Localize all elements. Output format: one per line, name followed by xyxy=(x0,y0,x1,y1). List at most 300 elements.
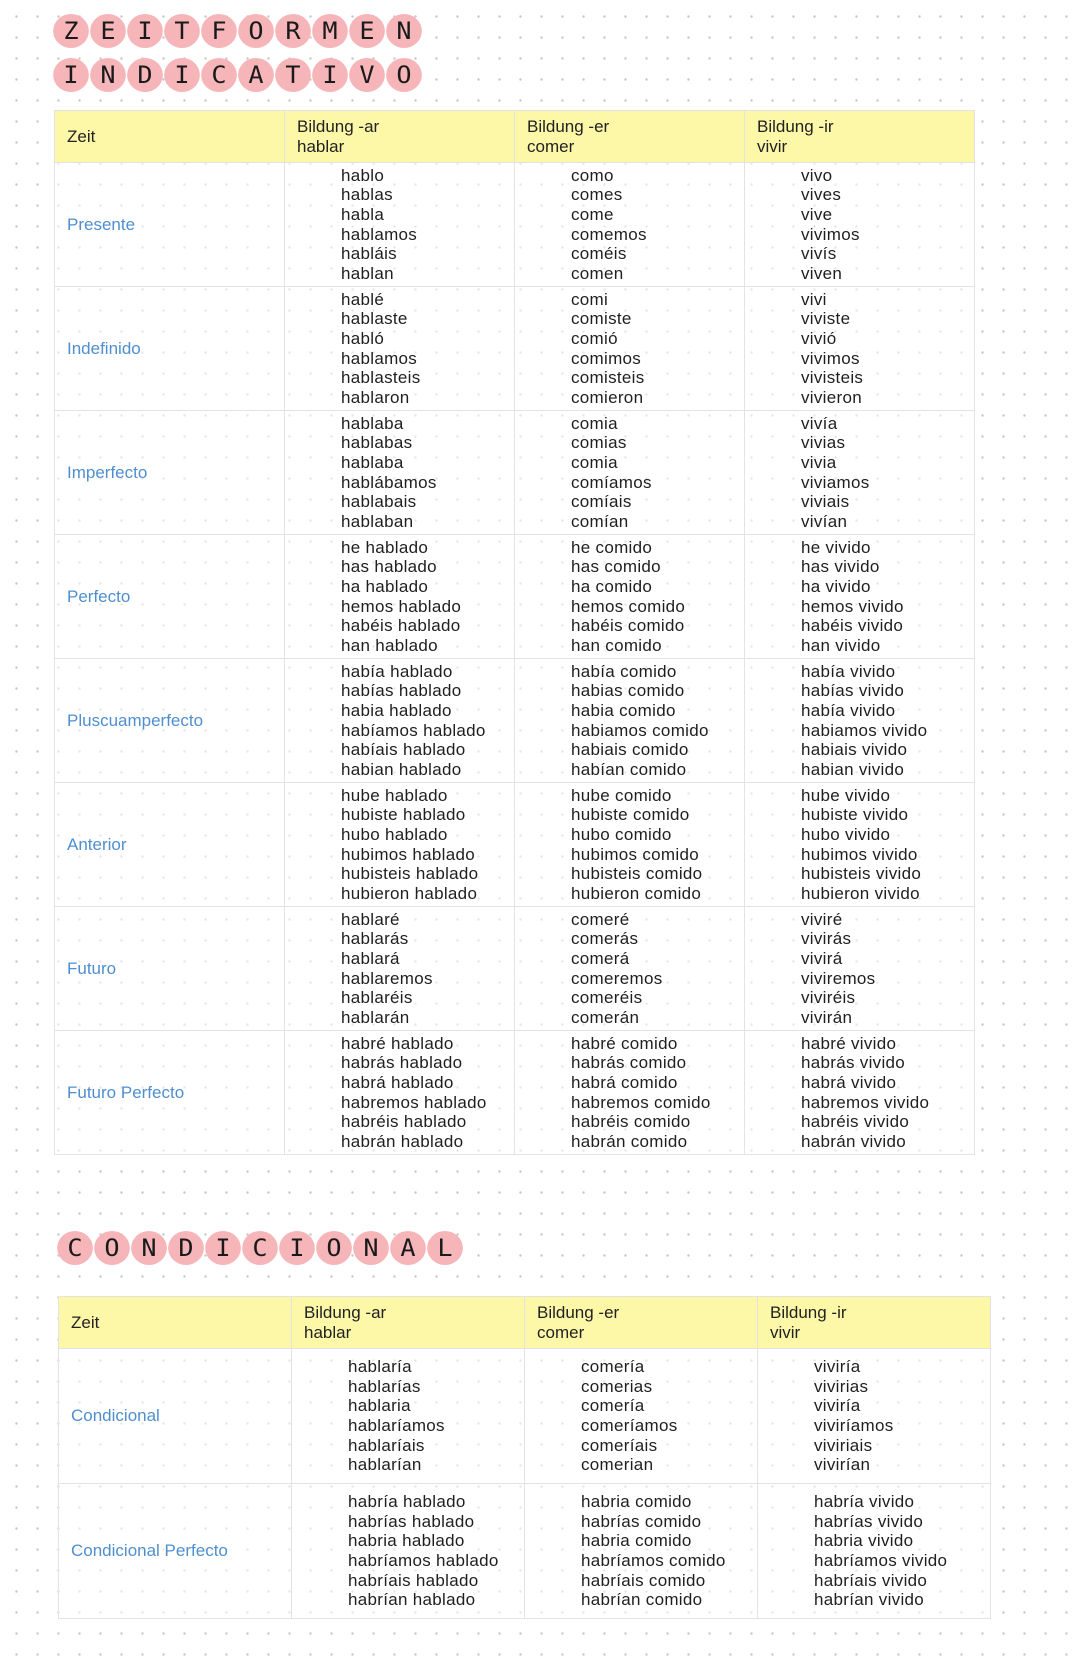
title-letter: C xyxy=(201,58,237,92)
header-ir xyxy=(745,111,975,163)
conjugation-list xyxy=(525,1492,757,1610)
conjugation-form: comen xyxy=(571,263,624,283)
header-sublabel: comer xyxy=(527,136,575,156)
conjugation-form: habiamos comido xyxy=(571,720,709,740)
conjugation-form: hubimos comido xyxy=(571,844,699,864)
title-letter: E xyxy=(90,14,126,48)
conjugation-cell-ar xyxy=(285,659,515,783)
title-letter: Z xyxy=(53,14,89,48)
title-indicativo xyxy=(54,58,424,92)
conjugation-form: habiais comido xyxy=(571,740,689,760)
header-label: Bildung -ar xyxy=(304,1302,387,1322)
conjugation-form: ha hablado xyxy=(341,576,429,596)
conjugation-cell-ir xyxy=(758,1484,991,1619)
conjugation-form: hablaba xyxy=(341,452,404,472)
conjugation-form: hemos comido xyxy=(571,596,686,616)
conjugation-list xyxy=(515,662,744,780)
conjugation-form: comerán xyxy=(571,1007,640,1027)
conjugation-form: comia xyxy=(571,452,618,472)
conjugation-form: habia comido xyxy=(571,700,676,720)
title-letter: A xyxy=(390,1231,426,1265)
conjugation-cell-ar xyxy=(285,163,515,287)
conjugation-form: han hablado xyxy=(341,635,438,655)
conjugation-form: habremos comido xyxy=(571,1092,711,1112)
conjugation-form: hablará xyxy=(341,948,400,968)
conjugation-list xyxy=(745,910,974,1028)
conjugation-form: vivo xyxy=(801,165,833,185)
tense-label: Presente xyxy=(55,163,285,287)
conjugation-list xyxy=(745,1034,974,1152)
conjugation-cell-ir xyxy=(745,163,975,287)
conjugation-form: habrían comido xyxy=(581,1590,703,1610)
conjugation-form: vivirían xyxy=(814,1455,871,1475)
conjugation-form: habremos vivido xyxy=(801,1092,930,1112)
conjugation-form: viviriais xyxy=(814,1435,873,1455)
conjugation-form: habló xyxy=(341,328,385,348)
conjugation-form: habrías vivido xyxy=(814,1511,924,1531)
conjugation-cell-er xyxy=(525,1349,758,1484)
conjugation-list xyxy=(745,166,974,284)
title-letter: N xyxy=(386,14,422,48)
title-letter: D xyxy=(168,1231,204,1265)
conjugation-form: come xyxy=(571,204,614,224)
conjugation-form: comerias xyxy=(581,1376,653,1396)
conjugation-cell-ar xyxy=(285,1031,515,1155)
conjugation-form: habríamos vivido xyxy=(814,1551,948,1570)
conjugation-cell-er xyxy=(515,1031,745,1155)
title-letter: R xyxy=(275,14,311,48)
conjugation-cell-er xyxy=(515,907,745,1031)
conjugation-form: habrías hablado xyxy=(348,1511,475,1531)
header-zeit xyxy=(59,1297,292,1349)
conjugation-cell-ar xyxy=(285,535,515,659)
conjugation-form: habrás vivido xyxy=(801,1053,906,1073)
title-letter: I xyxy=(279,1231,315,1265)
conjugation-form: comerá xyxy=(571,948,630,968)
conjugation-form: comeríamos xyxy=(581,1416,678,1435)
conjugation-list xyxy=(525,1357,757,1475)
conjugation-form: viviais xyxy=(801,492,850,512)
conjugation-form: hablas xyxy=(341,185,393,205)
title-letter: V xyxy=(349,58,385,92)
conjugation-list xyxy=(515,290,744,408)
conjugation-cell-er xyxy=(515,163,745,287)
conjugation-form: hablaréis xyxy=(341,988,413,1008)
conjugation-form: habré vivido xyxy=(801,1033,897,1053)
conjugation-cell-ir xyxy=(745,783,975,907)
conjugation-form: había vivido xyxy=(801,661,896,681)
conjugation-form: comemos xyxy=(571,224,647,244)
conjugation-cell-er xyxy=(515,535,745,659)
conjugation-form: había comido xyxy=(571,661,677,681)
conjugation-form: comería xyxy=(581,1357,645,1377)
conjugation-list xyxy=(758,1357,990,1475)
conjugation-list xyxy=(745,538,974,656)
table-row xyxy=(55,659,975,783)
conjugation-form: comíamos xyxy=(571,472,652,492)
conjugation-form: hablé xyxy=(341,289,385,309)
title-condicional xyxy=(58,1231,465,1265)
conjugation-form: hablaríais xyxy=(348,1435,425,1455)
conjugation-form: habiamos vivido xyxy=(801,720,928,740)
conjugation-form: vivís xyxy=(801,244,837,264)
conjugation-form: vive xyxy=(801,204,833,224)
conjugation-form: vivimos xyxy=(801,224,860,244)
tense-label: Pluscuamperfecto xyxy=(55,659,285,783)
conjugation-form: viviríamos xyxy=(814,1416,894,1435)
conjugation-list xyxy=(285,414,514,532)
conjugation-form: habremos hablado xyxy=(341,1092,487,1112)
conjugation-form: habláis xyxy=(341,244,397,264)
conjugation-form: comisteis xyxy=(571,368,645,388)
conjugation-form: viviremos xyxy=(801,968,876,988)
conjugation-cell-ir xyxy=(745,1031,975,1155)
conjugation-form: hubisteis comido xyxy=(571,864,703,884)
conjugation-form: viviría xyxy=(814,1357,861,1377)
title-letter: I xyxy=(164,58,200,92)
title-letter: O xyxy=(238,14,274,48)
title-letter: C xyxy=(57,1231,93,1265)
conjugation-form: habria vivido xyxy=(814,1531,914,1551)
conjugation-list xyxy=(515,538,744,656)
conjugation-cell-er xyxy=(515,287,745,411)
conjugation-cell-ir xyxy=(758,1349,991,1484)
header-sublabel: hablar xyxy=(304,1322,352,1342)
title-letter: O xyxy=(94,1231,130,1265)
conjugation-form: vivirán xyxy=(801,1007,853,1027)
conjugation-form: hablaré xyxy=(341,909,400,929)
conjugation-list xyxy=(285,786,514,904)
title-letter: I xyxy=(53,58,89,92)
title-letter: I xyxy=(127,14,163,48)
conjugation-form: vivió xyxy=(801,328,837,348)
conjugation-list xyxy=(292,1492,524,1610)
header-sublabel: hablar xyxy=(297,136,345,156)
conjugation-form: viviré xyxy=(801,909,843,929)
title-letter: N xyxy=(90,58,126,92)
header-sublabel: comer xyxy=(537,1322,585,1342)
tense-label: Perfecto xyxy=(55,535,285,659)
conjugation-cell-ar xyxy=(285,411,515,535)
conjugation-form: habrá vivido xyxy=(801,1072,897,1092)
tense-label: Futuro Perfecto xyxy=(55,1031,285,1155)
conjugation-form: habla xyxy=(341,204,385,224)
conjugation-form: habian vivido xyxy=(801,759,905,779)
conjugation-form: habria hablado xyxy=(348,1531,465,1551)
conjugation-form: habéis vivido xyxy=(801,616,904,636)
conjugation-form: he comido xyxy=(571,537,653,557)
table-row xyxy=(55,1031,975,1155)
conjugation-form: comeremos xyxy=(571,968,663,988)
table-row xyxy=(55,411,975,535)
conjugation-form: hablabais xyxy=(341,492,417,512)
title-letter: N xyxy=(353,1231,389,1265)
conjugation-cell-ir xyxy=(745,535,975,659)
conjugation-list xyxy=(745,662,974,780)
conjugation-form: hablarán xyxy=(341,1007,410,1027)
conjugation-form: hubieron comido xyxy=(571,883,702,903)
conjugation-form: habrás comido xyxy=(571,1053,687,1073)
table-row xyxy=(59,1484,991,1619)
conjugation-form: había hablado xyxy=(341,661,453,681)
conjugation-form: vivía xyxy=(801,413,838,433)
title-letter: N xyxy=(131,1231,167,1265)
title-letter: I xyxy=(205,1231,241,1265)
conjugation-cell-er xyxy=(525,1484,758,1619)
conjugation-form: viviría xyxy=(814,1396,861,1416)
conjugation-form: habréis comido xyxy=(571,1112,691,1132)
conjugation-form: viviréis xyxy=(801,988,856,1008)
table-row xyxy=(55,783,975,907)
conjugation-list xyxy=(285,662,514,780)
title-letter: T xyxy=(164,14,200,48)
conjugation-form: habrían hablado xyxy=(348,1590,476,1610)
conjugation-form: he vivido xyxy=(801,537,871,557)
header-label: Zeit xyxy=(71,1312,100,1332)
conjugation-form: habrá hablado xyxy=(341,1072,454,1092)
header-label: Bildung -ar xyxy=(297,116,380,136)
conjugation-form: hablamos xyxy=(341,224,418,244)
title-letter: L xyxy=(427,1231,463,1265)
condicional-table xyxy=(58,1296,991,1619)
conjugation-list xyxy=(745,414,974,532)
conjugation-cell-ar xyxy=(285,287,515,411)
conjugation-form: hube vivido xyxy=(801,785,891,805)
conjugation-form: hube comido xyxy=(571,785,672,805)
conjugation-form: habrás hablado xyxy=(341,1053,463,1073)
table-row xyxy=(55,535,975,659)
conjugation-cell-er xyxy=(515,659,745,783)
conjugation-list xyxy=(285,538,514,656)
title-letter: E xyxy=(349,14,385,48)
conjugation-form: hablasteis xyxy=(341,368,421,388)
title-letter: C xyxy=(242,1231,278,1265)
conjugation-cell-er xyxy=(515,411,745,535)
conjugation-form: como xyxy=(571,165,614,185)
conjugation-form: hemos hablado xyxy=(341,596,462,616)
conjugation-form: habiais vivido xyxy=(801,740,908,760)
conjugation-form: habré comido xyxy=(571,1033,678,1053)
header-er xyxy=(515,111,745,163)
tense-label: Condicional xyxy=(59,1349,292,1484)
title-letter: M xyxy=(312,14,348,48)
conjugation-form: has comido xyxy=(571,557,661,577)
conjugation-form: hablaste xyxy=(341,309,408,329)
conjugation-form: comerian xyxy=(581,1455,654,1475)
conjugation-form: hablarían xyxy=(348,1455,422,1475)
conjugation-form: has hablado xyxy=(341,557,437,577)
conjugation-cell-ir xyxy=(745,907,975,1031)
conjugation-form: vivirá xyxy=(801,948,843,968)
conjugation-form: habría hablado xyxy=(348,1492,466,1512)
conjugation-form: habríais hablado xyxy=(348,1570,479,1590)
tense-label: Futuro xyxy=(55,907,285,1031)
conjugation-form: hablaron xyxy=(341,387,410,407)
conjugation-form: he hablado xyxy=(341,537,429,557)
header-zeit xyxy=(55,111,285,163)
conjugation-list xyxy=(515,166,744,284)
conjugation-form: vivi xyxy=(801,289,827,309)
conjugation-form: habré hablado xyxy=(341,1033,454,1053)
title-letter: F xyxy=(201,14,237,48)
conjugation-list xyxy=(515,1034,744,1152)
conjugation-cell-ar xyxy=(285,907,515,1031)
conjugation-form: vivia xyxy=(801,452,837,472)
conjugation-form: comiste xyxy=(571,309,632,329)
conjugation-form: comi xyxy=(571,289,609,309)
title-zeitformen xyxy=(54,14,424,48)
conjugation-list xyxy=(285,1034,514,1152)
conjugation-form: comeríais xyxy=(581,1435,658,1455)
conjugation-form: habías vivido xyxy=(801,681,905,701)
tense-label: Indefinido xyxy=(55,287,285,411)
conjugation-form: ha comido xyxy=(571,576,653,596)
table-row xyxy=(59,1349,991,1484)
conjugation-list xyxy=(515,414,744,532)
conjugation-form: habéis comido xyxy=(571,616,685,636)
conjugation-form: habia hablado xyxy=(341,700,452,720)
conjugation-cell-ir xyxy=(745,287,975,411)
conjugation-form: hubiste hablado xyxy=(341,805,466,825)
title-letter: D xyxy=(127,58,163,92)
conjugation-form: viviste xyxy=(801,309,851,329)
conjugation-form: has vivido xyxy=(801,557,880,577)
conjugation-cell-ar xyxy=(285,783,515,907)
conjugation-form: habíamos hablado xyxy=(341,720,486,740)
conjugation-form: hubimos vivido xyxy=(801,844,918,864)
conjugation-form: vivían xyxy=(801,511,848,531)
header-label: Bildung -er xyxy=(537,1302,620,1322)
conjugation-form: vivirás xyxy=(801,929,852,949)
conjugation-form: hablamos xyxy=(341,348,418,368)
conjugation-form: coméis xyxy=(571,244,627,264)
conjugation-form: habría vivido xyxy=(814,1492,915,1512)
conjugation-form: hablaba xyxy=(341,413,404,433)
conjugation-form: habrán comido xyxy=(571,1131,688,1151)
conjugation-form: habríais vivido xyxy=(814,1570,928,1590)
conjugation-form: comían xyxy=(571,511,629,531)
tense-label: Condicional Perfecto xyxy=(59,1484,292,1619)
conjugation-list xyxy=(285,910,514,1028)
conjugation-form: hubo vivido xyxy=(801,824,891,844)
conjugation-form: comes xyxy=(571,185,623,205)
conjugation-form: hablarás xyxy=(341,929,409,949)
conjugation-form: había vivido xyxy=(801,700,896,720)
tense-label: Imperfecto xyxy=(55,411,285,535)
title-letter: O xyxy=(386,58,422,92)
header-label: Bildung -er xyxy=(527,116,610,136)
conjugation-form: han comido xyxy=(571,635,662,655)
conjugation-form: viviamos xyxy=(801,472,870,492)
conjugation-form: habías hablado xyxy=(341,681,462,701)
conjugation-form: ha vivido xyxy=(801,576,871,596)
conjugation-form: hubo comido xyxy=(571,824,672,844)
table-row xyxy=(55,907,975,1031)
header-label: Bildung -ir xyxy=(757,116,834,136)
conjugation-form: habían comido xyxy=(571,759,687,779)
conjugation-form: habria comido xyxy=(581,1492,692,1512)
conjugation-form: comeréis xyxy=(571,988,643,1008)
conjugation-form: habíais hablado xyxy=(341,740,466,760)
conjugation-form: habríamos comido xyxy=(581,1551,726,1570)
header-sublabel: vivir xyxy=(757,136,788,156)
conjugation-form: comieron xyxy=(571,387,644,407)
conjugation-form: hablo xyxy=(341,165,385,185)
conjugation-form: han vivido xyxy=(801,635,881,655)
conjugation-form: habrán vivido xyxy=(801,1131,907,1151)
conjugation-form: comería xyxy=(581,1396,645,1416)
conjugation-form: hubieron hablado xyxy=(341,883,478,903)
conjugation-cell-ir xyxy=(745,411,975,535)
conjugation-form: hube hablado xyxy=(341,785,448,805)
conjugation-form: comimos xyxy=(571,348,642,368)
conjugation-form: vivias xyxy=(801,433,846,453)
conjugation-form: hablarías xyxy=(348,1376,421,1396)
table-header-row xyxy=(59,1297,991,1349)
conjugation-form: habríamos hablado xyxy=(348,1551,499,1570)
conjugation-form: hubimos hablado xyxy=(341,844,475,864)
conjugation-form: comias xyxy=(571,433,627,453)
header-ar xyxy=(285,111,515,163)
conjugation-form: comíais xyxy=(571,492,632,512)
tense-label: Anterior xyxy=(55,783,285,907)
title-letter: O xyxy=(316,1231,352,1265)
conjugation-form: habrías comido xyxy=(581,1511,702,1531)
conjugation-list xyxy=(285,290,514,408)
conjugation-form: comeré xyxy=(571,909,630,929)
conjugation-form: habrán hablado xyxy=(341,1131,464,1151)
header-ar xyxy=(292,1297,525,1349)
conjugation-form: hubieron vivido xyxy=(801,883,920,903)
conjugation-list xyxy=(745,786,974,904)
conjugation-form: vivirias xyxy=(814,1376,869,1396)
conjugation-form: habrían vivido xyxy=(814,1590,925,1610)
conjugation-form: comerás xyxy=(571,929,639,949)
conjugation-form: comia xyxy=(571,413,618,433)
conjugation-form: habríais comido xyxy=(581,1570,706,1590)
conjugation-cell-er xyxy=(515,783,745,907)
header-ir xyxy=(758,1297,991,1349)
conjugation-cell-ar xyxy=(292,1484,525,1619)
conjugation-form: hablábamos xyxy=(341,472,437,492)
conjugation-cell-ir xyxy=(745,659,975,783)
conjugation-form: hubiste vivido xyxy=(801,805,909,825)
conjugation-form: hubisteis hablado xyxy=(341,864,479,884)
header-er xyxy=(525,1297,758,1349)
conjugation-form: hablaría xyxy=(348,1357,412,1377)
conjugation-form: hablabas xyxy=(341,433,413,453)
title-letter: I xyxy=(312,58,348,92)
conjugation-form: vives xyxy=(801,185,842,205)
conjugation-form: hubo hablado xyxy=(341,824,448,844)
title-letter: A xyxy=(238,58,274,92)
conjugation-form: vivisteis xyxy=(801,368,864,388)
conjugation-list xyxy=(515,910,744,1028)
conjugation-form: habréis hablado xyxy=(341,1112,467,1132)
conjugation-form: habrá comido xyxy=(571,1072,678,1092)
conjugation-form: vivimos xyxy=(801,348,860,368)
conjugation-form: comió xyxy=(571,328,618,348)
conjugation-list xyxy=(292,1357,524,1475)
header-sublabel: vivir xyxy=(770,1322,801,1342)
header-label: Bildung -ir xyxy=(770,1302,847,1322)
conjugation-list xyxy=(285,166,514,284)
conjugation-form: hablaria xyxy=(348,1396,411,1416)
table-row xyxy=(55,163,975,287)
conjugation-form: habéis hablado xyxy=(341,616,461,636)
conjugation-form: hablaríamos xyxy=(348,1416,445,1435)
conjugation-form: vivieron xyxy=(801,387,862,407)
